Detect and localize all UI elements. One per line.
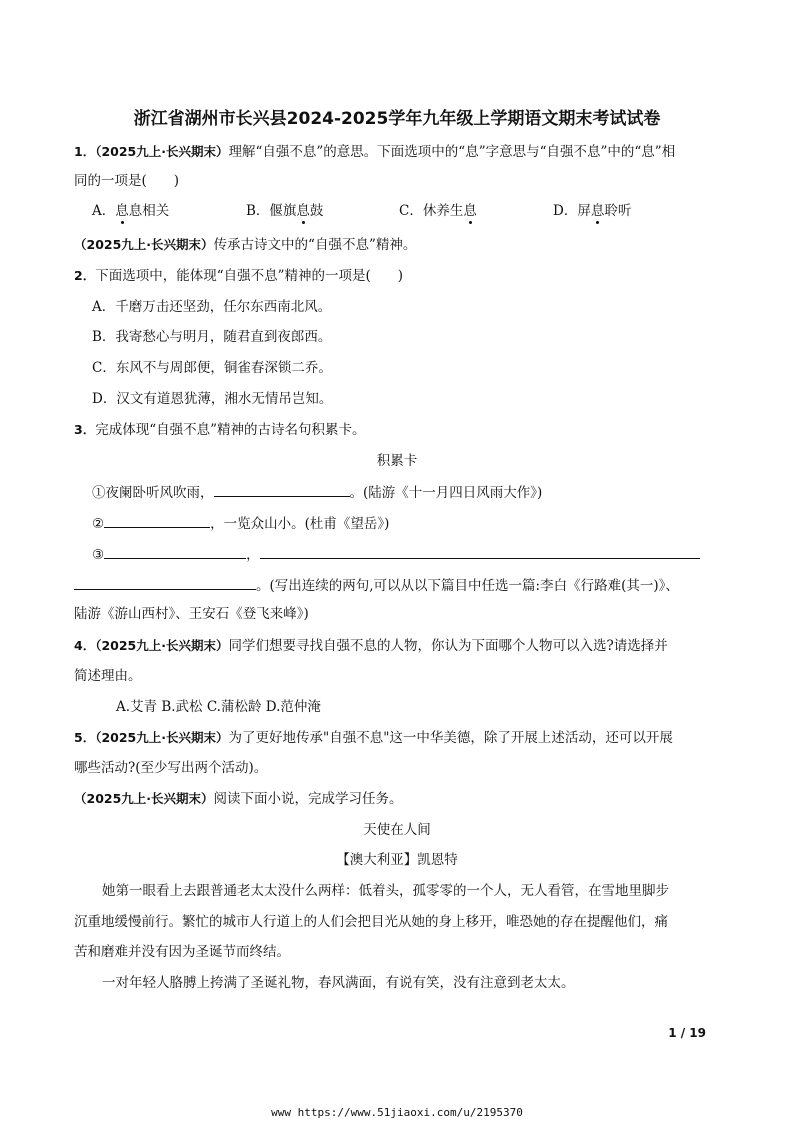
question-source: （2025九上·长兴期末）	[95, 144, 229, 159]
story-paragraph-1-line-1: 她第一眼看上去跟普通老太太没什么两样：低着头，孤零零的一个人，无人看管，在雪地里脚步	[102, 883, 669, 899]
intro-text: 阅读下面小说，完成学习任务。	[213, 791, 403, 807]
option-text: 休养生	[422, 203, 464, 219]
emphasized-char: 息	[296, 203, 310, 219]
story-paragraph-2: 一对年轻人胳膊上挎满了圣诞礼物，春风满面，有说有笑，没有注意到老太太。	[102, 975, 575, 991]
option-c: C．东风不与周郎便，铜雀春深锁二乔。	[92, 360, 332, 376]
emphasized-char: 息	[463, 203, 477, 219]
question-text: 完成体现“自强不息”精神的古诗名句积累卡。	[95, 422, 366, 438]
item-text: ①夜阑卧听风吹雨，	[92, 485, 214, 501]
option-b	[246, 201, 323, 221]
question-4-line-1	[74, 636, 668, 656]
footer-url[interactable]: www https://www.51jiaoxi.com/u/2195370	[271, 1106, 523, 1119]
option-b: B．我寄愁心与明月，随君直到夜郎西。	[92, 329, 332, 345]
option-d: D．汉文有道恩犹薄，湘水无情吊岂知。	[92, 391, 333, 407]
option-label: A．	[92, 203, 116, 219]
card-item-1	[92, 482, 542, 503]
question-number: 2．	[74, 268, 96, 283]
option-label: D．	[553, 203, 578, 219]
story-paragraph-1-line-2: 沉重地缓慢前行。繁忙的城市人行道上的人们会把目光从她的身上移开，唯恐她的存在提醒他们，痛	[74, 914, 668, 930]
option-text: 偃旗	[269, 203, 297, 219]
question-source: （2025九上·长兴期末）	[74, 791, 214, 806]
card-item-3-continued	[74, 575, 679, 596]
card-item-2	[92, 513, 389, 534]
answer-blank[interactable]	[260, 544, 700, 559]
answer-blank[interactable]	[214, 482, 350, 497]
question-1-line-1	[74, 142, 675, 162]
option-a	[92, 201, 169, 221]
emphasized-char: 息	[590, 203, 605, 219]
card-title: 积累卡	[376, 453, 418, 469]
option-text: 息相关	[128, 203, 170, 219]
item-text: ，一览众山小。(杜甫《望岳》)	[210, 516, 390, 532]
question-number: 3．	[74, 422, 96, 437]
option-label: C．	[399, 203, 423, 219]
question-number: 5．	[74, 730, 96, 745]
item-text: 。(写出连续的两句,可以从以下篇目中任选一篇:李白《行路难(其一)》、	[256, 578, 679, 594]
answer-blank[interactable]	[74, 575, 256, 590]
question-1-line-2: 同的一项是( )	[74, 173, 180, 189]
item-text: ，	[246, 547, 260, 563]
story-author: 【澳大利亚】凯恩特	[336, 852, 458, 868]
option-c	[399, 201, 477, 221]
card-item-3	[92, 544, 700, 565]
question-source: （2025九上·长兴期末）	[95, 638, 229, 653]
item-text: ②	[92, 516, 105, 532]
option-d	[553, 201, 631, 221]
question-number: 1．	[74, 144, 96, 159]
option-text: 聆听	[604, 203, 632, 219]
section-intro	[74, 789, 403, 809]
question-5-line-2: 哪些活动?(至少写出两个活动)。	[74, 760, 268, 776]
option-label: B．	[246, 203, 270, 219]
emphasized-char: 息	[115, 203, 129, 219]
story-paragraph-1-line-3: 苦和磨难并没有因为圣诞节而终结。	[74, 944, 290, 960]
question-4-line-2: 简述理由。	[74, 668, 142, 684]
card-item-3-line-3: 陆游《游山西村》、王安石《登飞来峰》)	[74, 606, 309, 622]
question-source: （2025九上·长兴期末）	[74, 237, 214, 252]
question-text: 理解“自强不息”的意思。下面选项中的“息”字意思与“自强不息”中的“息”相	[228, 144, 676, 160]
question-4-options: A.艾青 B.武松 C.蒲松龄 D.范仲淹	[116, 699, 321, 715]
option-text: 鼓	[309, 203, 324, 219]
question-text: 为了更好地传承"自强不息"这一中华美德，除了开展上述活动，还可以开展	[228, 730, 673, 746]
page-number: 1 / 19	[668, 1026, 706, 1040]
item-text: 。(陆游《十一月四日风雨大作》)	[349, 485, 543, 501]
story-title: 天使在人间	[363, 822, 431, 838]
option-text: 屏	[577, 203, 591, 219]
answer-blank[interactable]	[104, 544, 246, 559]
intro-text: 传承古诗文中的“自强不息”精神。	[213, 237, 417, 253]
question-number: 4．	[74, 638, 96, 653]
question-3	[74, 420, 366, 440]
question-text: 下面选项中，能体现“自强不息”精神的一项是( )	[95, 268, 404, 284]
question-text: 同学们想要寻找自强不息的人物，你认为下面哪个人物可以入选?请选择并	[228, 638, 668, 654]
question-5-line-1	[74, 728, 673, 748]
question-source: （2025九上·长兴期末）	[95, 730, 229, 745]
page-title: 浙江省湖州市长兴县2024-2025学年九年级上学期语文期末考试试卷	[133, 109, 661, 129]
question-2	[74, 266, 403, 286]
answer-blank[interactable]	[104, 513, 210, 528]
section-intro	[74, 235, 416, 255]
option-a: A．千磨万击还坚劲，任尔东西南北风。	[92, 299, 332, 315]
item-text: ③	[92, 547, 105, 563]
